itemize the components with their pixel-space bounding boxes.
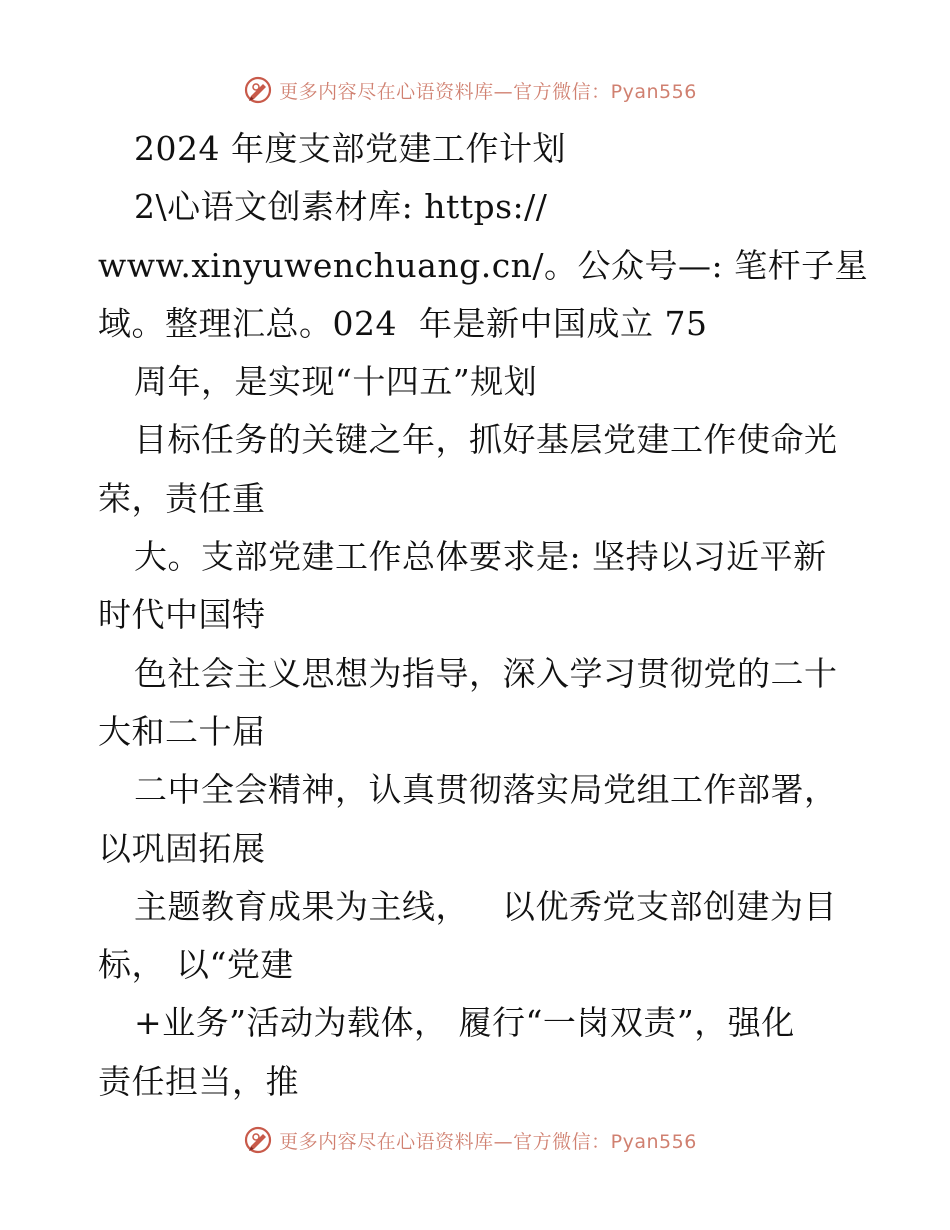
banner-text: 更多内容尽在心语资料库—官方微信：Pyan556 [279, 1130, 697, 1153]
footer-watermark-banner [0, 1120, 950, 1160]
pen-logo-icon [243, 75, 273, 105]
text-line: 标， 以“党建 [98, 945, 294, 985]
text-line: 周年，是实现“十四五”规划 [134, 362, 538, 402]
text-line: 荣，责任重 [98, 478, 266, 518]
text-line: 大。支部党建工作总体要求是: 坚持以习近平新 [134, 537, 827, 577]
text-line: www.xinyuwenchuang.cn/。公众号—: 笔杆子星 [98, 245, 869, 285]
text-line: 目标任务的关键之年，抓好基层党建工作使命光 [134, 420, 838, 460]
banner-content [243, 75, 697, 105]
document-body [98, 120, 869, 1111]
text-line: 主题教育成果为主线， 以优秀党支部创建为目 [134, 886, 837, 926]
banner-text: 更多内容尽在心语资料库—官方微信：Pyan556 [279, 80, 697, 103]
banner-content [243, 1125, 697, 1155]
text-line: 时代中国特 [98, 595, 266, 635]
text-line: 色社会主义思想为指导，深入学习贯彻党的二十 [134, 653, 838, 693]
text-line: 二中全会精神，认真贯彻落实局党组工作部署， [134, 770, 838, 810]
text-line: 域。整理汇总。024 年是新中国成立 75 [98, 303, 708, 343]
text-line: +业务”活动为载体， 履行“一岗双责”，强化 [134, 1003, 795, 1043]
pen-logo-icon [243, 1125, 273, 1155]
text-line: 责任担当，推 [98, 1061, 299, 1101]
header-watermark-banner [0, 70, 950, 110]
text-line: 2\心语文创素材库: https:// [134, 187, 548, 227]
text-line: 以巩固拓展 [98, 828, 266, 868]
document-title: 2024 年度支部党建工作计划 [134, 129, 566, 168]
text-line: 大和二十届 [98, 711, 266, 751]
